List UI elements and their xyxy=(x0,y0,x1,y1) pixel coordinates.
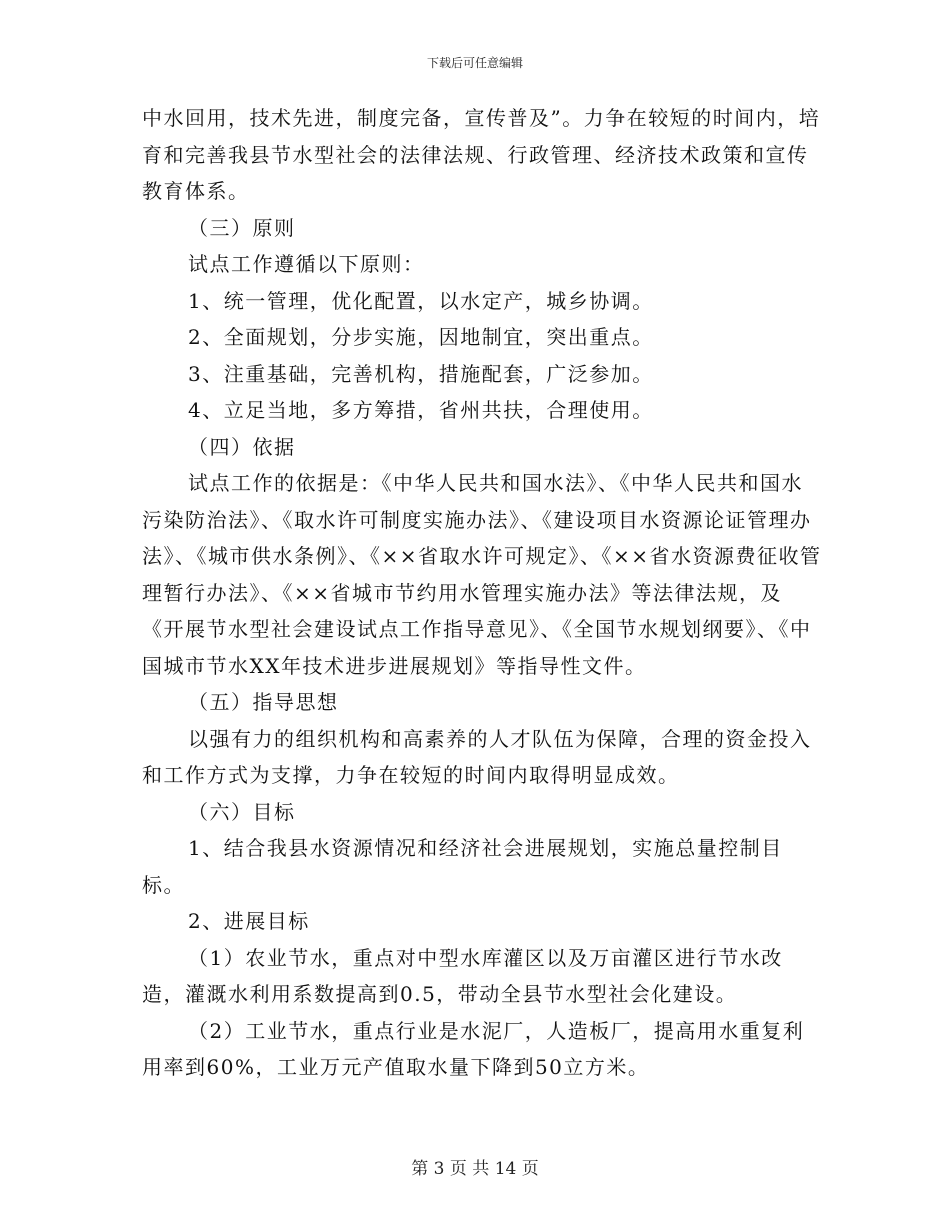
paragraph: （六）目标 xyxy=(188,799,296,824)
paragraph: （四）依据 xyxy=(188,434,296,459)
paragraph: 1、统一管理，优化配置，以水定产，城乡协调。 xyxy=(188,288,654,313)
paragraph: 以强有力的组织机构和高素养的人才队伍为保障，合理的资金投入和工作方式为支撑，力争在较短的时间内取得明显成效。 xyxy=(142,726,812,787)
page-footer xyxy=(0,1154,950,1179)
paragraph: 试点工作遵循以下原则： xyxy=(188,252,425,276)
paragraph: 2、进展目标 xyxy=(188,909,310,933)
paragraph: 试点工作的依据是：《中华人民共和国水法》、《中华人民共和国水污染防治法》、《取水许可制度实施办法》、《建设项目水资源论证管理办法》、《城市供水条例》、《××省取水许可规定》、《××省水资源费征收管理暂行办法》、《××省城市节约用水管理实施办法》等法律法规，及《开展节水型社会建设试点工作指导意见》、《全国节水规划纲要》、《中国城市节水XX年技术进步进展规划》等指导性文件。 xyxy=(142,471,822,678)
paragraph: 3、注重基础，完善机构，措施配套，广泛参加。 xyxy=(188,361,654,386)
paragraph: （三）原则 xyxy=(188,215,296,240)
paragraph: 1、结合我县水资源情况和经济社会进展规划，实施总量控制目标。 xyxy=(142,836,783,897)
paragraph: 4、立足当地，多方筹措，省州共扶，合理使用。 xyxy=(188,398,654,422)
paragraph: （五）指导思想 xyxy=(188,690,339,714)
header-note: 下载后可任意编辑 xyxy=(426,56,523,70)
page-number: 第 3 页 共 14 页 xyxy=(411,1159,539,1179)
paragraph: 2、全面规划，分步实施，因地制宜，突出重点。 xyxy=(188,325,654,349)
document-body xyxy=(142,100,822,1086)
paragraph: （1）农业节水，重点对中型水库灌区以及万亩灌区进行节水改造，灌溉水利用系数提高到0.5，带动全县节水型社会化建设。 xyxy=(142,945,783,1006)
page-header xyxy=(0,54,950,71)
paragraph: 中水回用，技术先进，制度完备，宣传普及”。力争在较短的时间内，培育和完善我县节水型社会的法律法规、行政管理、经济技术政策和宣传教育体系。 xyxy=(142,106,821,203)
paragraph: （2）工业节水，重点行业是水泥厂，人造板厂，提高用水重复利用率到60%，工业万元产值取水量下降到50立方米。 xyxy=(142,1018,805,1079)
